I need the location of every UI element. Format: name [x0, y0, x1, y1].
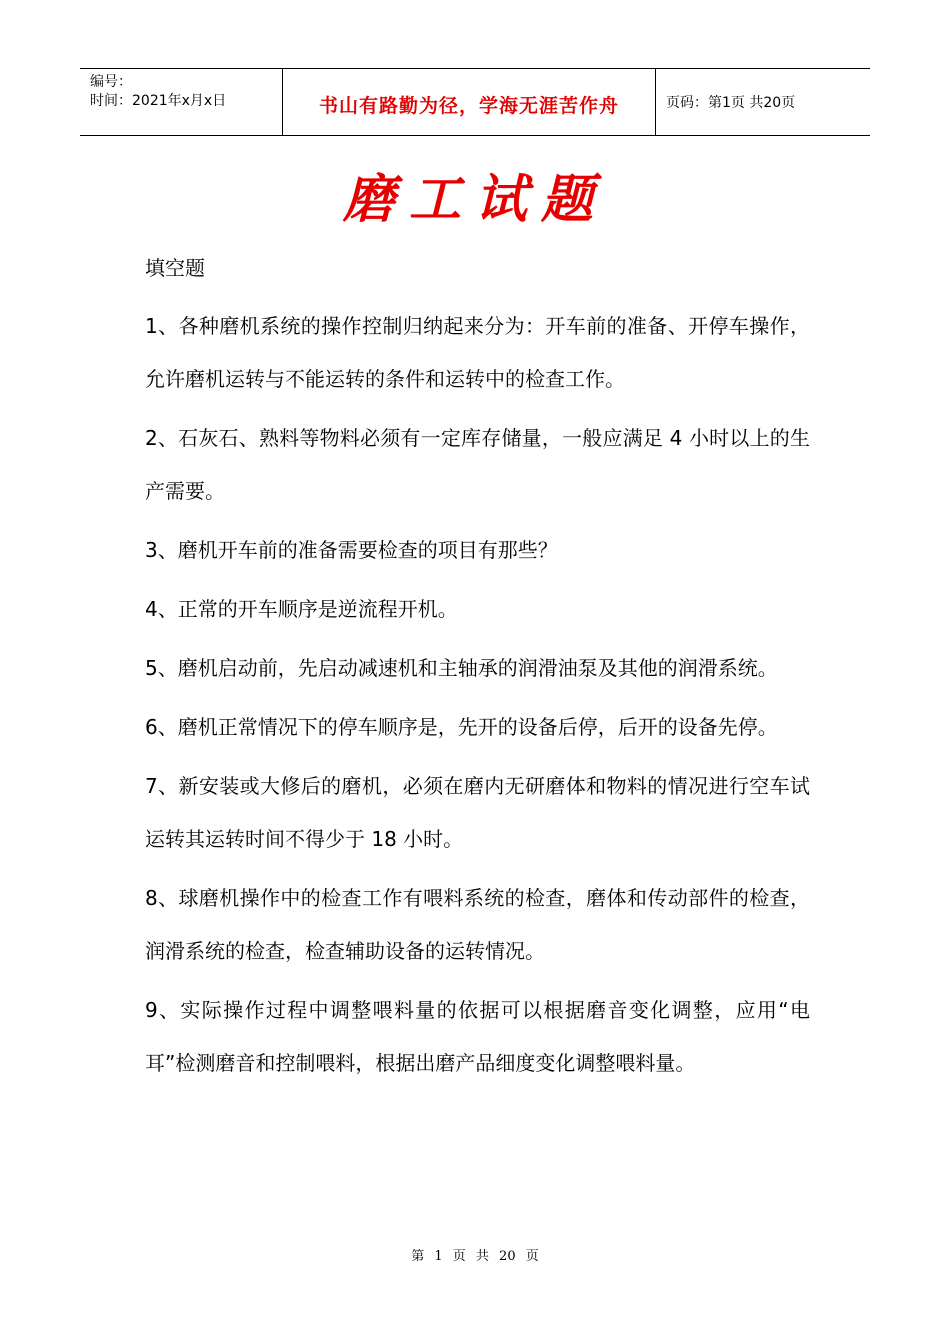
- question-item: 4、正常的开车顺序是逆流程开机。: [145, 597, 458, 621]
- question-list: [145, 300, 810, 1096]
- document-header: [80, 68, 870, 136]
- section-heading: 填空题: [145, 256, 205, 280]
- header-page-cell: [656, 69, 870, 135]
- question-item: 3、磨机开车前的准备需要检查的项目有那些？: [145, 538, 558, 562]
- date-label: 时间：2021年x月x日: [90, 93, 227, 109]
- question-item: 1、各种磨机系统的操作控制归纳起来分为：开车前的准备、开停车操作，允许磨机运转与不能运转的条件和运转中的检查工作。: [145, 314, 810, 391]
- document-title: 磨工试题: [342, 169, 607, 230]
- motto-text: 书山有路勤为径，学海无涯苦作舟: [318, 94, 619, 117]
- header-meta-cell: [80, 69, 283, 135]
- question-item: 5、磨机启动前，先启动减速机和主轴承的润滑油泵及其他的润滑系统。: [145, 656, 778, 680]
- question-item: 7、新安装或大修后的磨机，必须在磨内无研磨体和物料的情况进行空车试运转其运转时间不得少于 18 小时。: [145, 774, 810, 851]
- page-footer: 第 1 页 共 20 页: [411, 1249, 539, 1264]
- question-item: 2、石灰石、熟料等物料必须有一定库存储量，一般应满足 4 小时以上的生产需要。: [145, 426, 810, 503]
- page-info: 页码：第1页 共20页: [666, 95, 796, 111]
- question-item: 6、磨机正常情况下的停车顺序是，先开的设备后停，后开的设备先停。: [145, 715, 778, 739]
- serial-number-label: 编号：: [90, 74, 132, 90]
- question-item: 8、球磨机操作中的检查工作有喂料系统的检查，磨体和传动部件的检查，润滑系统的检查，检查辅助设备的运转情况。: [145, 886, 810, 963]
- header-motto-cell: [283, 69, 656, 135]
- question-item: 9、实际操作过程中调整喂料量的依据可以根据磨音变化调整，应用“电耳”检测磨音和控制喂料，根据出磨产品细度变化调整喂料量。: [145, 998, 810, 1075]
